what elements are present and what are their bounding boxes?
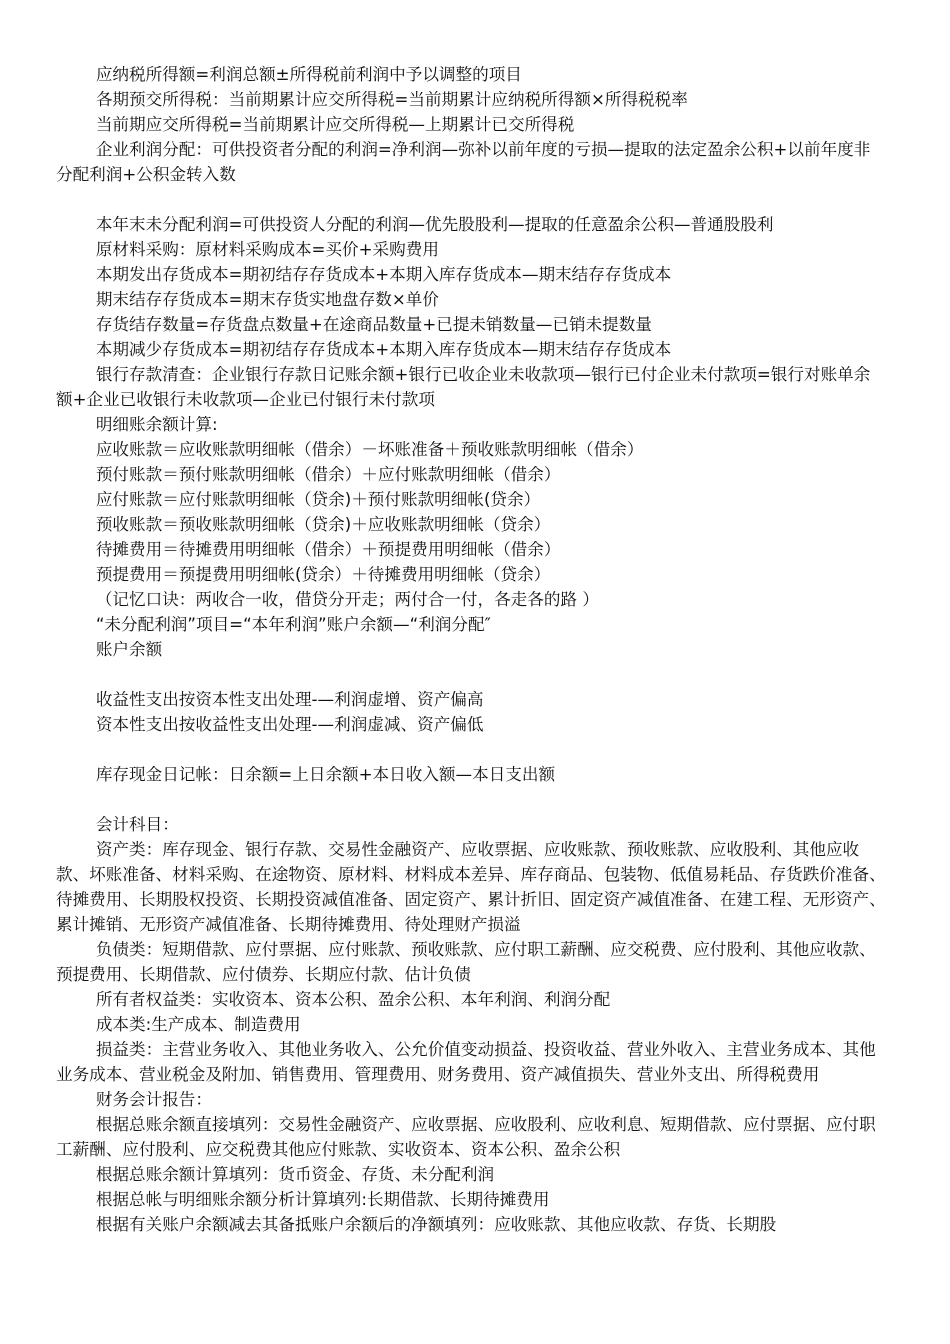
paragraph: 资产类：库存现金、银行存款、交易性金融资产、应收票据、应收账款、预收账款、应收股利、其他应收款、坏账准备、材料采购、在途物资、原材料、材料成本差异、库存商品、包装物、低值易耗品、存货跌价准备、待摊费用、长期股权投资、长期投资减值准备、固定资产、累计折旧、固定资产减值准备、在建工程、无形资产、累计摊销、无形资产减值准备、长期待摊费用、待处理财产损溢 bbox=[56, 840, 886, 934]
blank-line bbox=[56, 662, 886, 687]
paragraph: 预收账款＝预收账款明细帐（贷余)＋应收账款明细帐（贷余） bbox=[95, 515, 551, 534]
paragraph: 成本类:生产成本、制造费用 bbox=[95, 1015, 301, 1034]
paragraph: （记忆口诀：两收合一收，借贷分开走；两付合一付，各走各的路 ） bbox=[95, 590, 599, 609]
paragraph: 库存现金日记帐：日余额=上日余额+本日收入额—本日支出额 bbox=[95, 765, 556, 784]
paragraph: 根据有关账户余额减去其备抵账户余额后的净额填列：应收账款、其他应收款、存货、长期股 bbox=[95, 1215, 777, 1234]
document-page bbox=[56, 62, 886, 1237]
paragraph: 期末结存存货成本=期末存货实地盘存数×单价 bbox=[95, 290, 439, 309]
paragraph: 当前期应交所得税=当前期累计应交所得税—上期累计已交所得税 bbox=[95, 115, 575, 134]
paragraph: 本年末未分配利润=可供投资人分配的利润—优先股股利—提取的任意盈余公积—普通股股利 bbox=[95, 215, 774, 234]
blank-line bbox=[56, 737, 886, 762]
paragraph: 应收账款＝应收账款明细帐（借余）－坏账准备＋预收账款明细帐（借余） bbox=[95, 440, 644, 459]
paragraph: 根据总账余额计算填列：货币资金、存货、未分配利润 bbox=[95, 1165, 495, 1184]
paragraph: 应纳税所得额=利润总额±所得税前利润中予以调整的项目 bbox=[95, 65, 522, 84]
paragraph: 负债类：短期借款、应付票据、应付账款、预收账款、应付职工薪酬、应交税费、应付股利、其他应收款、预提费用、长期借款、应付债券、长期应付款、估计负债 bbox=[56, 940, 876, 984]
paragraph: 明细账余额计算: bbox=[95, 415, 218, 434]
paragraph: 银行存款清查：企业银行存款日记账余额+银行已收企业未收款项—银行已付企业未付款项=银行对账单余额+企业已收银行未收款项—企业已付银行未付款项 bbox=[56, 365, 871, 409]
paragraph: 本期发出存货成本=期初结存存货成本+本期入库存货成本—期末结存存货成本 bbox=[95, 265, 672, 284]
paragraph: 企业利润分配：可供投资者分配的利润=净利润—弥补以前年度的亏损—提取的法定盈余公积+以前年度非分配利润+公积金转入数 bbox=[56, 140, 871, 184]
paragraph: 根据总帐与明细账余额分析计算填列:长期借款、长期待摊费用 bbox=[95, 1190, 550, 1209]
paragraph: 收益性支出按资本性支出处理-—利润虚增、资产偏高 bbox=[95, 690, 484, 709]
paragraph: 预付账款＝预付账款明细帐（借余）＋应付账款明细帐（借余） bbox=[95, 465, 561, 484]
paragraph: 预提费用＝预提费用明细帐(贷余）＋待摊费用明细帐（贷余） bbox=[95, 565, 551, 584]
paragraph: 根据总账余额直接填列：交易性金融资产、应收票据、应收股利、应收利息、短期借款、应付票据、应付职工薪酬、应付股利、应交税费其他应付账款、实收资本、资本公积、盈余公积 bbox=[56, 1115, 876, 1159]
paragraph: 所有者权益类：实收资本、资本公积、盈余公积、本年利润、利润分配 bbox=[95, 990, 611, 1009]
paragraph: 本期减少存货成本=期初结存存货成本+本期入库存货成本—期末结存存货成本 bbox=[95, 340, 672, 359]
paragraph: 各期预交所得税：当前期累计应交所得税=当前期累计应纳税所得额×所得税税率 bbox=[95, 90, 688, 109]
paragraph: 账户余额 bbox=[95, 640, 163, 659]
paragraph: 原材料采购：原材料采购成本=买价+采购费用 bbox=[95, 240, 439, 259]
paragraph: 财务会计报告： bbox=[95, 1090, 212, 1109]
paragraph: 资本性支出按收益性支出处理-—利润虚减、资产偏低 bbox=[95, 715, 484, 734]
paragraph: 损益类：主营业务收入、其他业务收入、公允价值变动损益、投资收益、营业外收入、主营业务成本、其他业务成本、营业税金及附加、销售费用、管理费用、财务费用、资产减值损失、营业外支出、所得税费用 bbox=[56, 1040, 876, 1084]
paragraph: 会计科目： bbox=[95, 815, 179, 834]
blank-line bbox=[56, 787, 886, 812]
paragraph: “未分配利润”项目=“本年利润”账户余额—“利润分配″ bbox=[95, 615, 491, 634]
paragraph: 应付账款＝应付账款明细帐（贷余)＋预付账款明细帐(贷余） bbox=[95, 490, 541, 509]
paragraph: 待摊费用＝待摊费用明细帐（借余）＋预提费用明细帐（借余） bbox=[95, 540, 561, 559]
blank-line bbox=[56, 187, 886, 212]
paragraph: 存货结存数量=存货盘点数量+在途商品数量+已提未销数量—已销未提数量 bbox=[95, 315, 652, 334]
